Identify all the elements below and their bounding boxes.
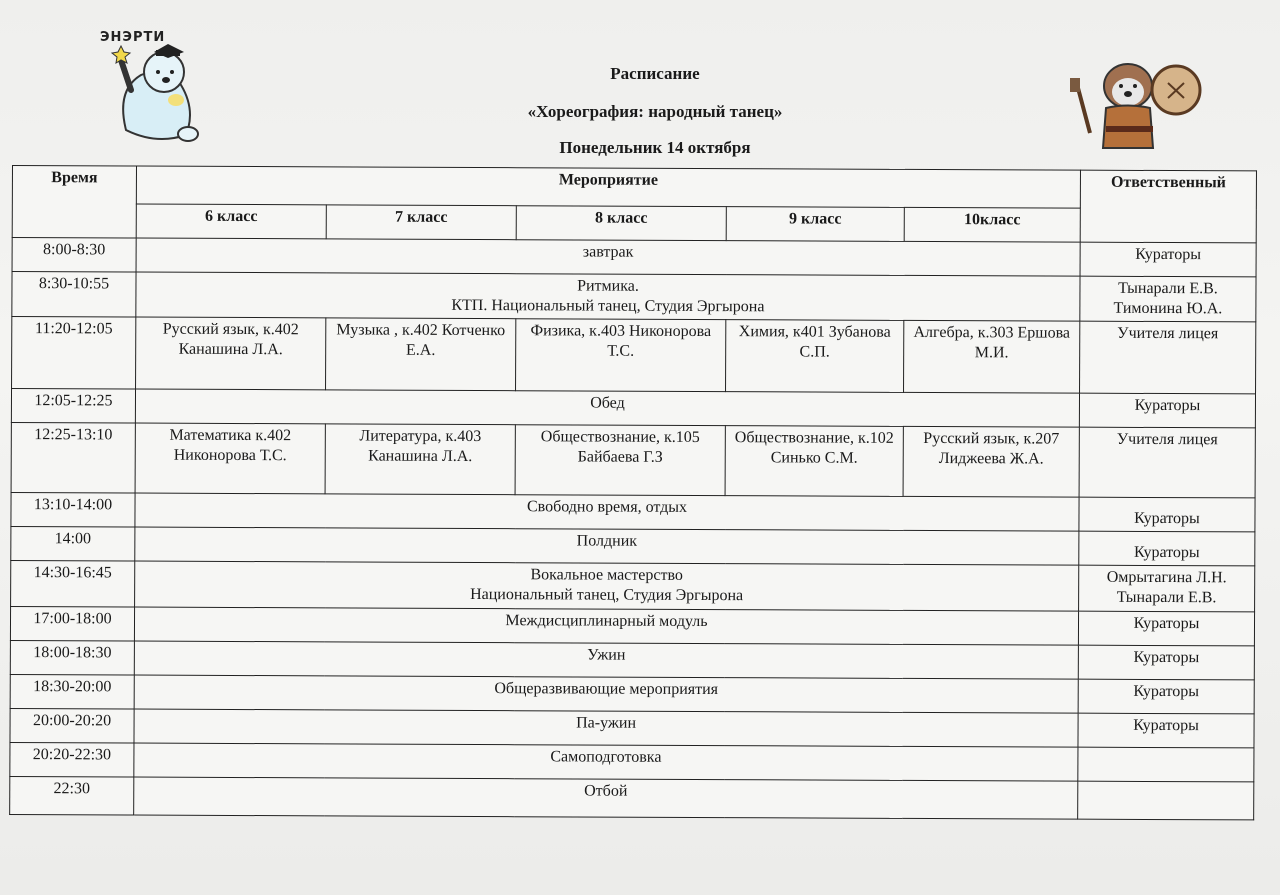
responsible-line: Тимонина Ю.А. bbox=[1113, 299, 1223, 318]
table-row bbox=[11, 422, 1255, 497]
row-time: 20:20-22:30 bbox=[10, 742, 134, 777]
class-9-lesson: Химия, к401 Зубанова С.П. bbox=[726, 320, 904, 393]
table-row bbox=[11, 560, 1255, 611]
header-class-10: 10класс bbox=[904, 207, 1080, 242]
table-row bbox=[10, 776, 1254, 819]
row-responsible: Кураторы bbox=[1079, 531, 1255, 566]
row-event: Полдник bbox=[135, 527, 1079, 565]
row-time: 20:00-20:20 bbox=[10, 708, 134, 743]
row-responsible: Кураторы bbox=[1078, 713, 1254, 748]
event-line: Национальный танец, Студия Эргырона bbox=[470, 586, 744, 605]
header-event: Мероприятие bbox=[136, 166, 1080, 208]
responsible-line: Тынарали Е.В. bbox=[1116, 588, 1217, 607]
table-row bbox=[12, 238, 1256, 277]
responsible-line: Омрытагина Л.Н. bbox=[1106, 568, 1227, 587]
table-class-row bbox=[12, 204, 1256, 243]
class-10-lesson: Русский язык, к.207 Лиджеева Ж.А. bbox=[903, 426, 1079, 497]
row-event: Самоподготовка bbox=[134, 743, 1078, 781]
table-row bbox=[11, 526, 1255, 565]
class-9-lesson: Обществознание, к.102 Синько С.М. bbox=[725, 426, 903, 497]
header-class-6: 6 класс bbox=[136, 204, 326, 239]
event-line: Ритмика. bbox=[577, 277, 639, 295]
row-event: Обед bbox=[135, 389, 1079, 427]
table-row bbox=[12, 272, 1256, 322]
table-row bbox=[10, 742, 1254, 781]
row-responsible: Учителя лицея bbox=[1080, 321, 1256, 394]
class-6-lesson: Математика к.402 Никонорова Т.С. bbox=[135, 423, 325, 494]
class-6-lesson: Русский язык, к.402 Канашина Л.А. bbox=[136, 317, 326, 390]
table-row bbox=[11, 492, 1255, 531]
row-time: 12:25-13:10 bbox=[11, 422, 135, 493]
row-event: Па-ужин bbox=[134, 709, 1078, 747]
table-header-row bbox=[12, 166, 1256, 209]
row-responsible: Кураторы bbox=[1078, 679, 1254, 714]
row-event: Междисциплинарный модуль bbox=[134, 607, 1078, 645]
row-event bbox=[136, 272, 1080, 321]
table-row bbox=[10, 708, 1254, 747]
header-class-8: 8 класс bbox=[516, 206, 726, 241]
event-line: КТП. Национальный танец, Студия Эргырона bbox=[451, 296, 765, 316]
table-row bbox=[10, 606, 1254, 645]
table-row bbox=[12, 317, 1256, 394]
row-event bbox=[135, 561, 1079, 611]
event-line: Вокальное мастерство bbox=[530, 566, 683, 584]
program-title: «Хореография: народный танец» bbox=[527, 102, 783, 121]
row-responsible: Кураторы bbox=[1079, 393, 1255, 428]
responsible-line: Тынарали Е.В. bbox=[1118, 279, 1218, 298]
polar-bear-mascot-icon bbox=[96, 30, 216, 150]
row-event: завтрак bbox=[136, 238, 1080, 276]
row-time: 18:00-18:30 bbox=[10, 640, 134, 675]
row-event: Ужин bbox=[134, 641, 1078, 679]
row-responsible: Кураторы bbox=[1080, 242, 1256, 277]
header-responsible: Ответственный bbox=[1080, 170, 1256, 243]
row-responsible bbox=[1079, 565, 1255, 612]
row-responsible: Кураторы bbox=[1079, 497, 1255, 532]
row-time: 13:10-14:00 bbox=[11, 492, 135, 527]
page-title: Расписание bbox=[610, 64, 700, 83]
row-time: 14:00 bbox=[11, 526, 135, 561]
row-event: Отбой bbox=[134, 777, 1078, 819]
schedule-table bbox=[9, 165, 1257, 820]
row-responsible: Учителя лицея bbox=[1079, 427, 1255, 498]
class-7-lesson: Музыка , к.402 Котченко Е.А. bbox=[326, 318, 516, 391]
table-row bbox=[11, 389, 1255, 428]
row-responsible bbox=[1078, 781, 1254, 820]
header-class-9: 9 класс bbox=[726, 207, 904, 242]
row-responsible: Кураторы bbox=[1078, 611, 1254, 646]
class-8-lesson: Физика, к.403 Никонорова Т.С. bbox=[516, 319, 726, 392]
row-responsible bbox=[1080, 276, 1256, 322]
class-7-lesson: Литература, к.403 Канашина Л.А. bbox=[325, 424, 515, 495]
row-time: 22:30 bbox=[10, 776, 134, 815]
row-time: 8:30-10:55 bbox=[12, 272, 136, 318]
row-time: 12:05-12:25 bbox=[11, 389, 135, 424]
table-row bbox=[10, 674, 1254, 713]
row-time: 8:00-8:30 bbox=[12, 238, 136, 273]
bear-with-drum-mascot-icon bbox=[1058, 48, 1208, 158]
schedule-date: Понедельник 14 октября bbox=[559, 138, 751, 157]
logo-caption: ЭНЭРТИ bbox=[100, 30, 166, 45]
class-8-lesson: Обществознание, к.105 Байбаева Г.З bbox=[515, 425, 725, 496]
row-time: 18:30-20:00 bbox=[10, 674, 134, 709]
class-10-lesson: Алгебра, к.303 Ершова М.И. bbox=[904, 320, 1080, 393]
table-row bbox=[10, 640, 1254, 679]
header-time: Время bbox=[12, 166, 136, 239]
row-time: 11:20-12:05 bbox=[12, 317, 136, 390]
header-class-7: 7 класс bbox=[326, 205, 516, 240]
row-event: Общеразвивающие мероприятия bbox=[134, 675, 1078, 713]
row-event: Свободно время, отдых bbox=[135, 493, 1079, 531]
row-responsible: Кураторы bbox=[1078, 645, 1254, 680]
row-time: 14:30-16:45 bbox=[11, 560, 135, 607]
row-time: 17:00-18:00 bbox=[10, 606, 134, 641]
row-responsible bbox=[1078, 747, 1254, 782]
